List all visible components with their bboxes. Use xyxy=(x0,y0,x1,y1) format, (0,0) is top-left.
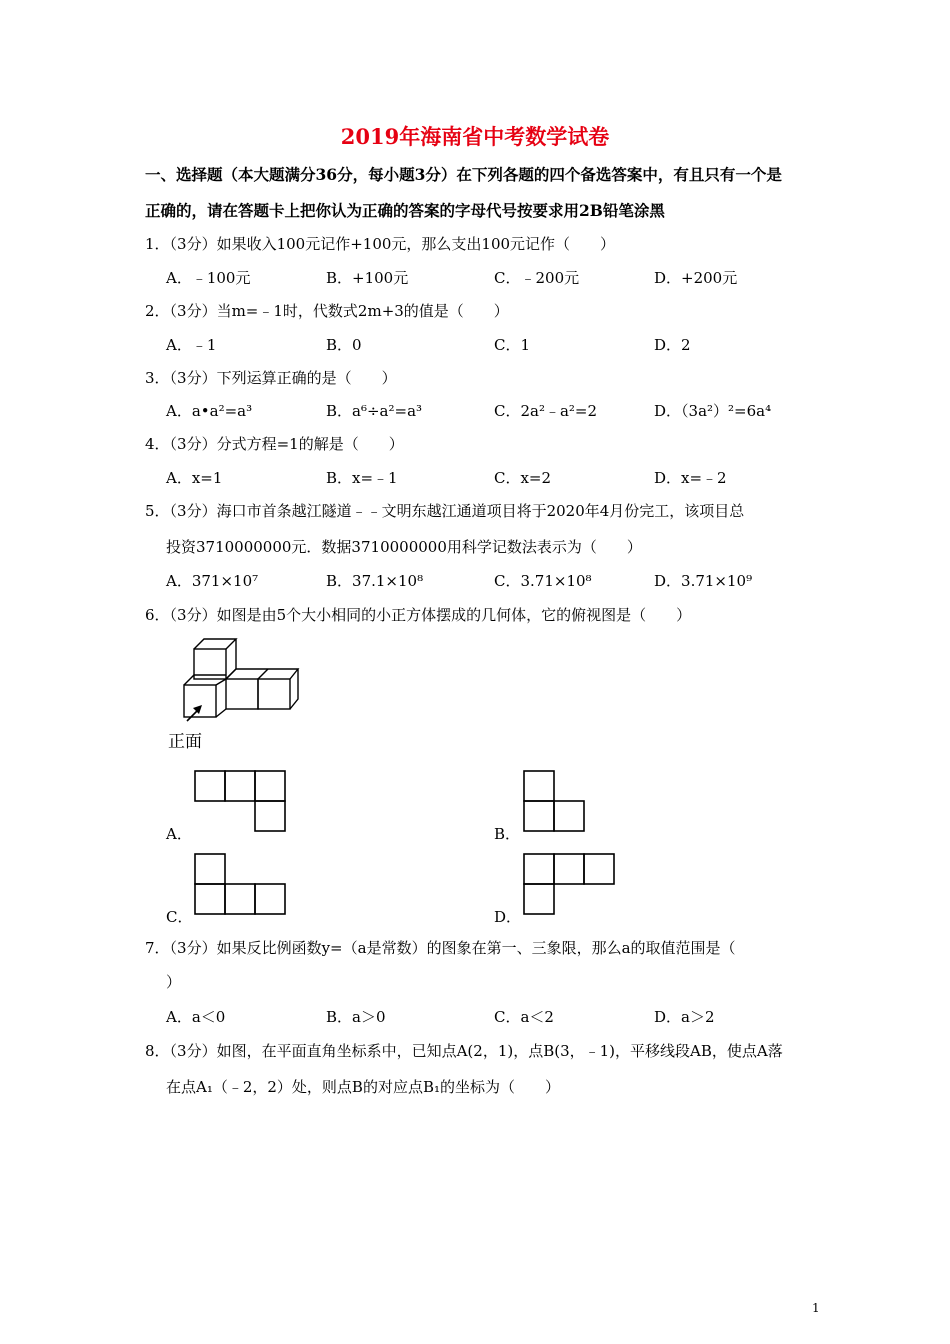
question-5-option-b: B．37.1×10⁸ xyxy=(326,572,424,590)
front-view-label: 正面 xyxy=(168,732,202,752)
question-2-stem: 2．（3分）当m=﹣1时，代数式2m+3的值是（ ） xyxy=(145,302,509,320)
question-4-option-a: A．x=1 xyxy=(166,469,223,487)
question-6-option-c: C． xyxy=(166,908,193,926)
question-7-option-c: C．a＜2 xyxy=(494,1008,554,1026)
question-3-option-c: C．2a²﹣a²=2 xyxy=(494,402,598,420)
question-8-stem-cont: 在点A₁（﹣2，2）处，则点B的对应点B₁的坐标为（ ） xyxy=(166,1078,560,1096)
question-6-option-d: D． xyxy=(494,908,522,926)
question-5-stem: 5．（3分）海口市首条越江隧道﹣﹣文明东越江通道项目将于2020年4月份完工，该项目总 xyxy=(145,502,745,520)
question-4-stem: 4．（3分）分式方程=1的解是（ ） xyxy=(145,435,404,453)
question-6-option-b-figure xyxy=(523,770,585,832)
question-5-option-c: C．3.71×10⁸ xyxy=(494,572,592,590)
question-1-option-c: C．﹣200元 xyxy=(494,269,580,287)
question-1-option-a: A．﹣100元 xyxy=(166,269,251,287)
question-7-option-a: A．a＜0 xyxy=(166,1008,226,1026)
question-1-stem: 1．（3分）如果收入100元记作+100元，那么支出100元记作（ ） xyxy=(145,235,616,253)
question-6-option-b: B． xyxy=(494,825,521,843)
question-6-option-a-figure xyxy=(194,770,286,832)
question-7-option-d: D．a＞2 xyxy=(654,1008,715,1026)
page-number: 1 xyxy=(812,1301,820,1315)
question-2-option-b: B．0 xyxy=(326,336,362,354)
question-6-option-c-figure xyxy=(194,853,286,915)
question-3-option-d: D．（3a²）²=6a⁴ xyxy=(654,402,772,420)
question-5-option-d: D．3.71×10⁹ xyxy=(654,572,753,590)
question-6-stem: 6．（3分）如图是由5个大小相同的小正方体摆成的几何体，它的俯视图是（ ） xyxy=(145,606,692,624)
question-3-stem: 3．（3分）下列运算正确的是（ ） xyxy=(145,369,397,387)
question-3-option-a: A．a•a²=a³ xyxy=(166,402,253,420)
question-4-option-b: B．x=﹣1 xyxy=(326,469,398,487)
section-instructions-line2: 正确的，请在答题卡上把你认为正确的答案的字母代号按要求用2B铅笔涂黑 xyxy=(145,201,665,220)
question-6-option-d-figure xyxy=(523,853,615,915)
question-5-option-a: A．371×10⁷ xyxy=(166,572,259,590)
section-instructions-line1: 一、选择题（本大题满分36分，每小题3分）在下列各题的四个备选答案中，有且只有一个是 xyxy=(145,165,782,184)
question-2-option-d: D．2 xyxy=(654,336,691,354)
question-2-option-c: C．1 xyxy=(494,336,531,354)
question-1-option-d: D．+200元 xyxy=(654,269,738,287)
page-title: 2019年海南省中考数学试卷 xyxy=(340,124,610,149)
question-8-stem: 8．（3分）如图，在平面直角坐标系中，已知点A(2，1)，点B(3，﹣1)，平移线段AB，使点A落 xyxy=(145,1042,783,1060)
question-2-option-a: A．﹣1 xyxy=(166,336,217,354)
question-4-option-d: D．x=﹣2 xyxy=(654,469,727,487)
question-5-stem-cont: 投资3710000000元．数据3710000000用科学记数法表示为（ ） xyxy=(166,538,642,556)
question-6-option-a: A． xyxy=(166,825,192,843)
question-1-option-b: B．+100元 xyxy=(326,269,409,287)
question-7-stem-cont: ） xyxy=(166,973,182,991)
question-3-option-b: B．a⁶÷a²=a³ xyxy=(326,402,423,420)
question-7-option-b: B．a＞0 xyxy=(326,1008,386,1026)
question-4-option-c: C．x=2 xyxy=(494,469,552,487)
question-7-stem: 7．（3分）如果反比例函数y=（a是常数）的图象在第一、三象限，那么a的取值范围是（ xyxy=(145,939,736,957)
